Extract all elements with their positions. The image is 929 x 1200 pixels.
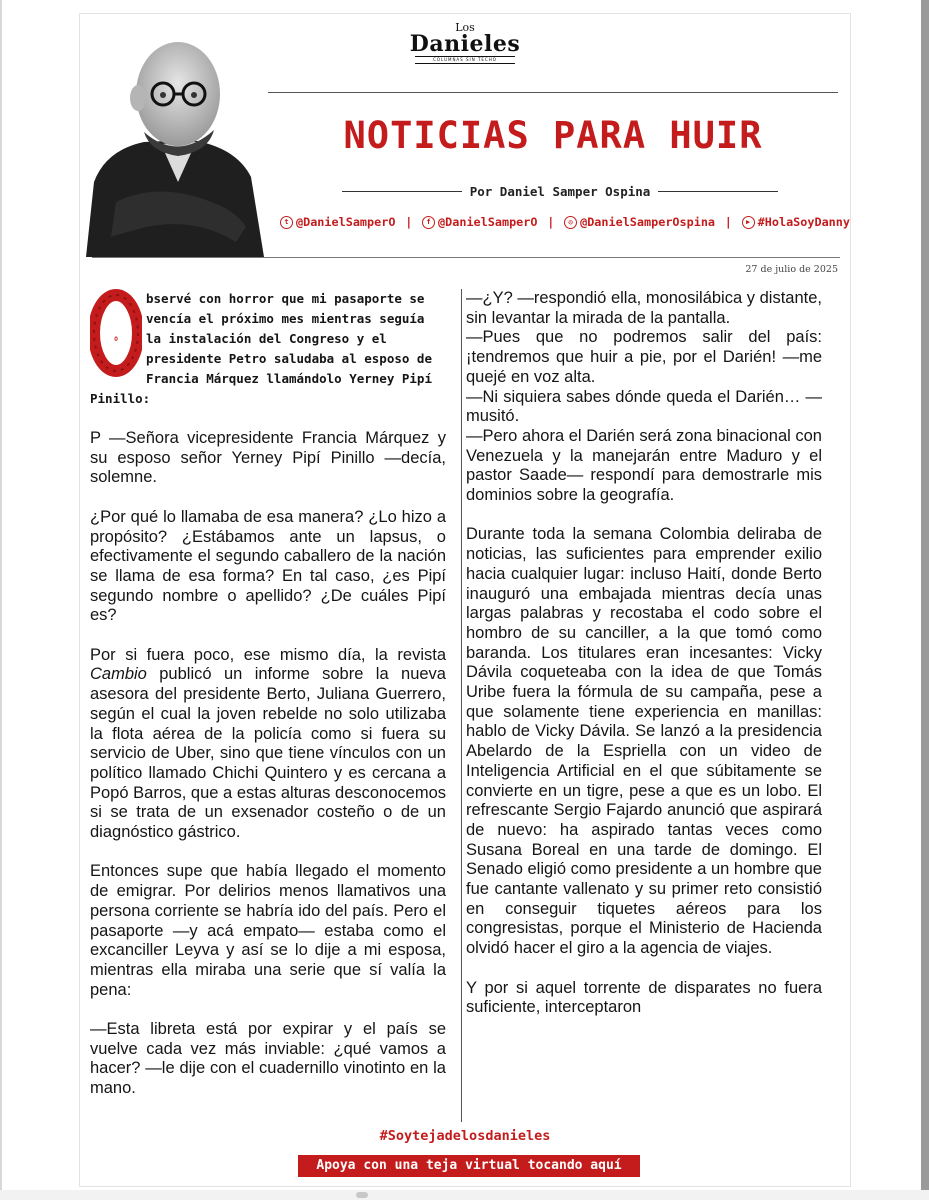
dialogue-line: —Pues que no podremos salir del país: ¡tendremos que huir a pie, por el Darién! —me quejé en voz alta.: [466, 328, 822, 386]
paragraph: Durante toda la semana Colombia deliraba de noticias, las suficientes para emprender exilio hacia cualquier lugar: incluso Haití, donde Berto inauguró una embajada mientras decía unas largas palabras y recostaba el codo sobre el hombro de su canciller, a la que tomó como baranda. Los titulares eran incesantes: Vicky Dávila coqueteaba con la idea de que Tomás Uribe fuera la fórmula de su campaña, pese a que solamente tiene experiencia en manillas: hablo de Vicky Dávila. Se lanzó a la presidencia Abelardo de la Espriella con un video de Inteligencia Artificial en el que súbitamente se convierte en un tigre, pese a que es un lobo. El refrescante Sergio Fajardo anunció que aspirará de nuevo: ha aspirado tantas veces como Susana Boreal en una tarde de domingo. El Senado eligió como presidente a un hombre que fue cantante vallenato y su primer reto consistió en conseguir tiquetes aéreos para los congresistas, porque el Ministerio de Hacienda olvidó hacer el giro a la agencia de viajes.: [466, 525, 822, 958]
paragraph: P —Señora vicepresidente Francia Márquez y su esposo señor Yerney Pipí Pinillo —decía, solemne.: [90, 429, 446, 487]
support-button[interactable]: Apoya con una teja virtual tocando aquí: [298, 1155, 640, 1177]
byline-rule-left: [342, 191, 462, 192]
social-handle: @DanielSamperO: [438, 215, 538, 229]
divider: |: [547, 215, 555, 229]
paragraph: ¿Por qué lo llamaba de esa manera? ¿Lo hizo a propósito? ¿Estábamos ante un lapsus, o efectivamente el segundo caballero de la nación se llama de esa forma? En tal caso, ¿es Pipí segundo nombre o apellido? ¿De cuáles Pipí es?: [90, 507, 446, 625]
social-links: [280, 215, 850, 229]
social-twitter[interactable]: [280, 215, 395, 229]
byline: [280, 184, 840, 199]
footer-hashtag[interactable]: #Soytejadelosdanieles: [379, 1128, 551, 1144]
twitter-icon: t: [280, 216, 293, 229]
divider: |: [405, 215, 413, 229]
paragraph: [90, 646, 446, 843]
brand-logo: [405, 22, 525, 64]
brand-tagline: COLUMNAS SIN TECHO: [415, 56, 515, 64]
social-youtube[interactable]: [742, 215, 850, 229]
magazine-name: Cambio: [90, 665, 147, 684]
brand-top: Los: [455, 21, 475, 34]
date-rule: [92, 257, 840, 258]
scroll-indicator[interactable]: [356, 1192, 368, 1198]
column-divider: [461, 289, 462, 1122]
youtube-icon: ▶: [742, 216, 755, 229]
left-column: [90, 289, 446, 1119]
dialogue-line: —Ni siquiera sabes dónde queda el Darién… —musitó.: [466, 387, 822, 426]
dialogue-line: —¿Y? —respondió ella, monosilábica y distante, sin levantar la mirada de la pantalla.: [466, 289, 822, 327]
brand-name: Danieles: [409, 31, 521, 57]
dropcap-letter: [90, 289, 142, 377]
facebook-icon: f: [422, 216, 435, 229]
column-page: [80, 14, 850, 1186]
lead-paragraph: [90, 289, 446, 409]
byline-rule-right: [658, 191, 778, 192]
social-instagram[interactable]: [564, 215, 715, 229]
paragraph: —Esta libreta está por expirar y el país se vuelve cada vez más inviable: ¿qué vamos a hacer? —le dije con el cuadernillo vinotinto en la mano.: [90, 1020, 446, 1098]
divider: |: [724, 215, 732, 229]
dialogue-line: —Pero ahora el Darién será zona binacional con Venezuela y la manejarán entre Maduro y el pastor Saade— respondí para demostrarle mis dominios sobre la geografía.: [466, 426, 822, 505]
dropcap-text: O: [114, 336, 118, 343]
text-run: publicó un informe sobre la nueva asesora del presidente Berto, Juliana Guerrero, según el cual la joven rebelde no solo utilizaba la flota aérea de la policía como si fuera su servicio de Uber, sino que tiene vínculos con un político llamado Chichi Quintero y es cercana a Popó Barros, que a estas alturas desconocemos si se trata de un exsenador costeño o de un diagnóstico gástrico.: [90, 665, 446, 842]
author-portrait: [86, 32, 271, 257]
header-rule: [268, 92, 838, 93]
article-title: NOTICIAS PARA HUIR: [343, 114, 763, 157]
right-column: [466, 289, 822, 1038]
lead-text: bservé con horror que mi pasaporte se vencía el próximo mes mientras seguía la instalación del Congreso y el presidente Petro saludaba al esposo de Francia Márquez llamándolo Yerney Pipí Pinillo:: [90, 291, 432, 406]
social-handle: @DanielSamperO: [296, 215, 396, 229]
page-scrollbar[interactable]: [0, 1190, 929, 1200]
paragraph: Entonces supe que había llegado el momento de emigrar. Por delirios menos llamativos una persona corriente se habría ido del país. Pero el pasaporte —y acá empato— estaba como el excanciller Leyva y así se lo dije a mi esposa, mientras ella miraba una serie que sí valía la pena:: [90, 862, 446, 999]
text-run: Por si fuera poco, ese mismo día, la revista: [90, 645, 446, 664]
instagram-icon: ◎: [564, 216, 577, 229]
paragraph: Y por si aquel torrente de disparates no fuera suficiente, interceptaron: [466, 978, 822, 1017]
social-facebook[interactable]: [422, 215, 537, 229]
byline-text: Por Daniel Samper Ospina: [469, 184, 651, 199]
social-handle: @DanielSamperOspina: [580, 215, 716, 229]
social-handle: #HolaSoyDanny: [757, 215, 850, 229]
publish-date: 27 de julio de 2025: [745, 264, 838, 275]
